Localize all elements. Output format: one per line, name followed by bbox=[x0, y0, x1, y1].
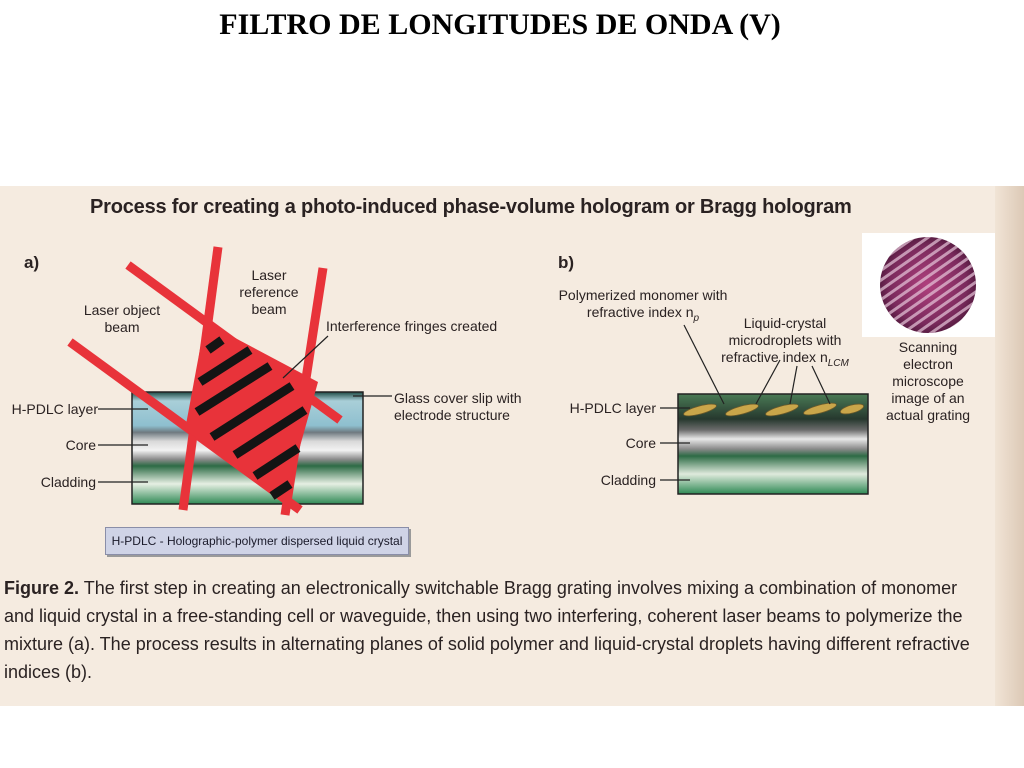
panel-a-letter: a) bbox=[24, 253, 40, 272]
caption-label: Figure 2. bbox=[4, 578, 80, 598]
interference-fringes-label: Interference fringes created bbox=[326, 318, 498, 334]
sem-image-frame bbox=[862, 233, 995, 337]
polymerized-monomer-label: Polymerized monomer with refractive index $n_p$ bbox=[558, 287, 728, 324]
hpdlc-legend: H-PDLC - Holographic-polymer dispersed liquid crystal bbox=[105, 527, 409, 555]
slide-title: FILTRO DE LONGITUDES DE ONDA (V) bbox=[219, 8, 781, 41]
panel-b-letter: b) bbox=[558, 253, 575, 272]
panel-a-core-label: Core bbox=[65, 437, 96, 453]
laser-object-beam-label: Laser object beam bbox=[83, 302, 161, 335]
figure-caption bbox=[4, 574, 989, 686]
figure-heading: Process for creating a photo-induced phase-volume hologram or Bragg hologram bbox=[90, 196, 852, 218]
sem-caption: Scanning electron microscope image of an actual grating bbox=[885, 339, 971, 423]
panel-a-cladding-label: Cladding bbox=[40, 474, 96, 490]
laser-reference-beam-label: Laser reference beam bbox=[239, 267, 299, 317]
panel-b-core-label: Core bbox=[625, 435, 656, 451]
panel-a-hpdlc-label: H-PDLC layer bbox=[11, 401, 98, 417]
caption-text: The first step in creating an electronically switchable Bragg grating involves mixing a combination of monomer and liquid crystal in a free-standing cell or waveguide, then using two interfering, coherent laser beams to polymerize the mixture (a). The process results in alternating planes of solid polymer and liquid-crystal droplets having different refractive indices (b). bbox=[4, 578, 970, 682]
sem-image bbox=[862, 233, 995, 337]
panel-b-cladding-label: Cladding bbox=[600, 472, 656, 488]
liquid-crystal-label: Liquid-crystal microdroplets with refractive index $n_{LCM}$ bbox=[721, 315, 849, 369]
panel-b-hpdlc-label: H-PDLC layer bbox=[569, 400, 656, 416]
glass-cover-slip-label: Glass cover slip with electrode structure bbox=[394, 390, 522, 423]
